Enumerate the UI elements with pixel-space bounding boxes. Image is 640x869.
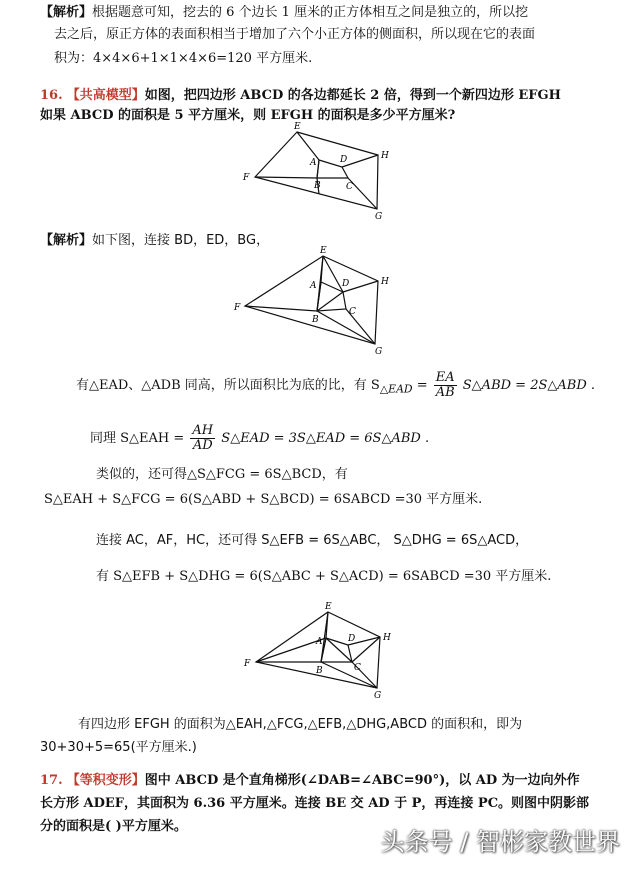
label-A: A <box>310 158 317 168</box>
analysis-1-line1 <box>40 4 620 22</box>
label-A: A <box>310 281 317 291</box>
equation-1-tail: S△ABD = 2S△ABD . <box>462 378 596 393</box>
label-C: C <box>354 663 361 673</box>
label-F: F <box>244 659 251 669</box>
equation-1-prefix: 有△EAD、△ADB 同高，所以面积比为底的比，有 S <box>76 378 380 393</box>
fraction-ah-ad <box>190 424 215 453</box>
equation-5: 有 S△EFB + S△DHG = 6(S△ABC + S△ACD) = 6SABCD =30 平方厘米. <box>96 569 552 584</box>
fraction-denominator: AD <box>192 438 213 453</box>
label-B: B <box>314 181 321 191</box>
label-D: D <box>348 634 356 644</box>
equation-2 <box>90 424 640 453</box>
question-text: 图中 ABCD 是个直角梯形(∠DAB=∠ABC=90°)，以 AD 为一边向外作 <box>144 773 580 788</box>
question-tag: 【等积变形】 <box>66 773 145 788</box>
label-E: E <box>320 246 327 256</box>
question-16-line2: 如果 ABCD 的面积是 5 平方厘米，则 EFGH 的面积是多少平方厘米? <box>40 108 456 123</box>
equation-2-tail: S△EAD = 3S△EAD = 6S△ABD . <box>221 431 430 446</box>
fraction-ea-ab <box>434 371 457 400</box>
label-D: D <box>340 155 348 165</box>
equation-4: 连接 AC，AF，HC，还可得 S△EFB = 6S△ABC， S△DHG = 6S△ACD， <box>96 533 529 548</box>
equation-2-prefix: 同理 S△EAH = <box>90 431 185 446</box>
label-F: F <box>234 303 241 313</box>
label-C: C <box>346 182 353 192</box>
quadrilateral-figure-2 <box>225 246 405 356</box>
label-H: H <box>381 277 389 287</box>
label-C: C <box>349 307 356 317</box>
question-tag: 【共高模型】 <box>66 88 145 103</box>
question-17-line1 <box>40 772 640 790</box>
label-G: G <box>375 347 383 356</box>
watermark: 头条号 / 智彬家教世界 <box>380 828 620 856</box>
analysis-text: 如下图，连接 BD，ED，BG， <box>92 233 270 248</box>
label-G: G <box>375 212 383 220</box>
label-B: B <box>316 666 323 676</box>
question-number: 17. <box>40 773 63 788</box>
analysis-tag: 【解析】 <box>40 233 93 248</box>
analysis-1-line3: 积为：4×4×6+1×1×4×6=120 平方厘米. <box>54 51 313 66</box>
conclusion-line1: 有四边形 EFGH 的面积为△EAH,△FCG,△EFB,△DHG,ABCD 的面积和，即为 <box>78 717 523 732</box>
fraction-numerator: EA <box>435 370 455 385</box>
equation-3-line1: 类似的，还可得△S△FCG = 6S△BCD，有 <box>96 467 348 482</box>
fraction-numerator: AH <box>192 423 214 438</box>
conclusion-line2: 30+30+5=65(平方厘米.) <box>40 740 197 755</box>
question-number: 16. <box>40 88 63 103</box>
label-G: G <box>374 691 382 700</box>
label-E: E <box>325 602 332 612</box>
fraction-denominator: AB <box>435 385 455 400</box>
analysis-text: 根据题意可知，挖去的 6 个边长 1 厘米的正方体相互之间是独立的，所以挖 <box>92 5 529 20</box>
label-F: F <box>243 173 250 183</box>
label-B: B <box>312 315 319 325</box>
question-text: 如图，把四边形 ABCD 的各边都延长 2 倍，得到一个新四边形 EFGH <box>144 88 561 103</box>
label-H: H <box>383 633 391 643</box>
analysis-tag: 【解析】 <box>40 5 93 20</box>
label-H: H <box>381 151 389 161</box>
label-E: E <box>294 122 301 132</box>
question-17-line2: 长方形 ADEF，其面积为 6.36 平方厘米。连接 BE 交 AD 于 P，再连接 PC。则图中阴影部 <box>40 796 590 811</box>
quadrilateral-figure-3 <box>240 600 410 700</box>
question-17-line3: 分的面积是( )平方厘米。 <box>40 819 187 834</box>
quadrilateral-figure-1 <box>230 120 410 220</box>
question-16-line1 <box>40 87 640 105</box>
equation-1: 有△EAD、△ADB 同高，所以面积比为底的比，有 $S_{\triangle EAD}$ = $\frac{EA}{AB}$ S△ABD = 2S△ABD . <box>76 370 596 400</box>
label-A: A <box>316 637 323 647</box>
analysis-1-line2: 去之后，原正方体的表面积相当于增加了六个小正方体的侧面积，所以现在它的表面 <box>54 27 536 42</box>
equation-1-sub: △EAD <box>379 382 413 396</box>
equation-3-line2: S△EAH + S△FCG = 6(S△ABD + S△BCD) = 6SABCD =30 平方厘米. <box>44 492 483 507</box>
label-D: D <box>342 279 350 289</box>
